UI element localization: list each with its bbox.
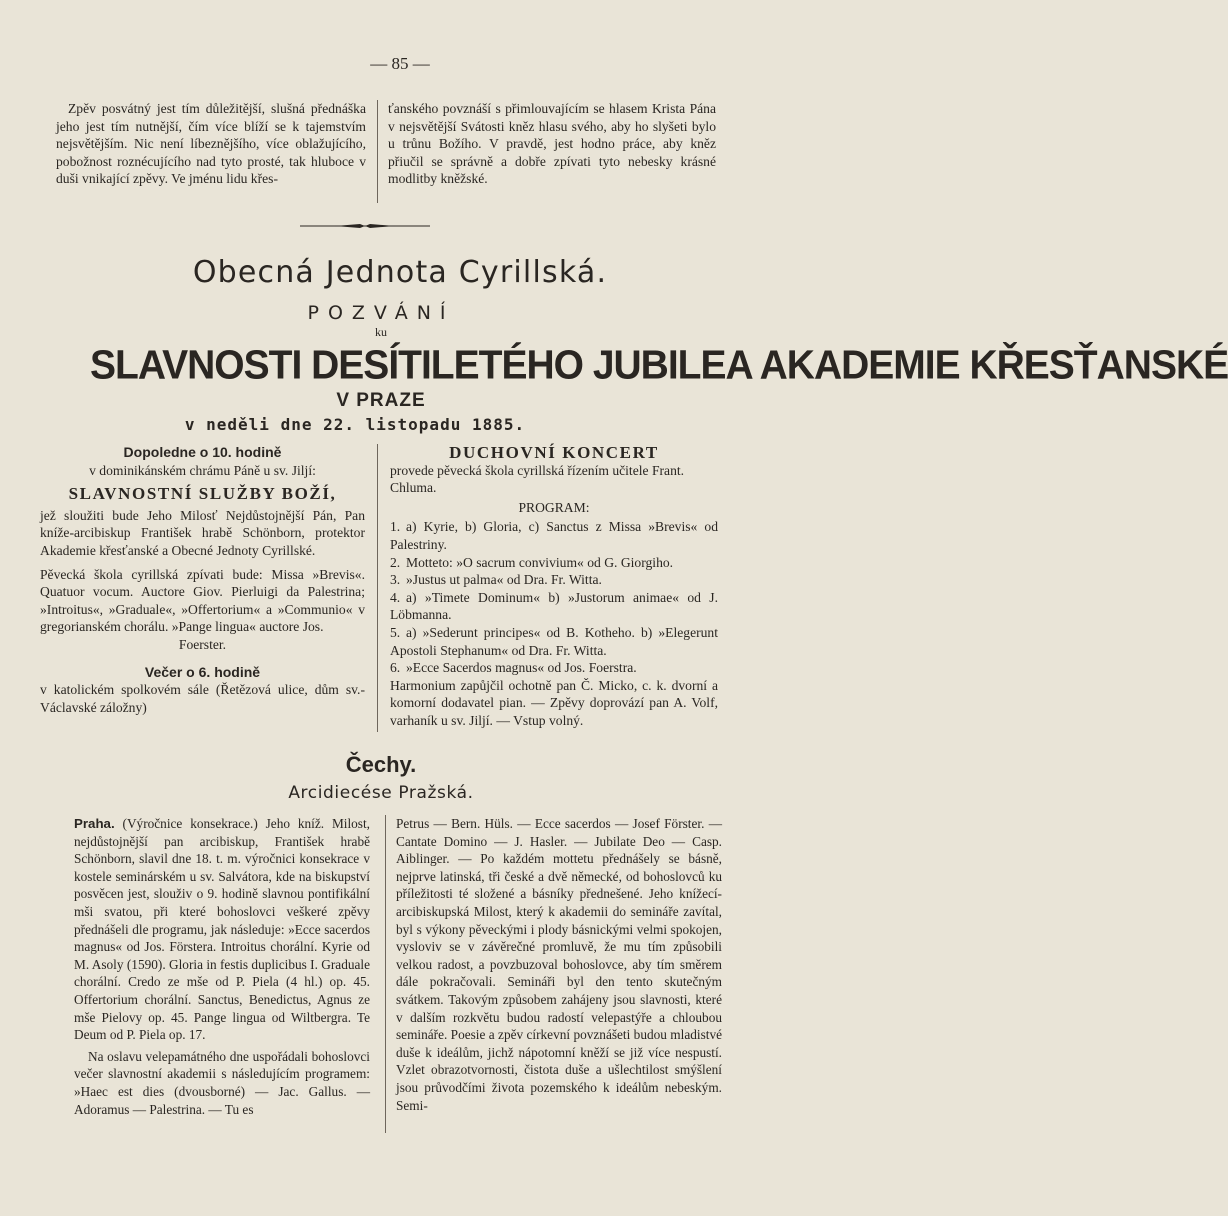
jubilee-title: SLAVNOSTI DESÍTILETÉHO JUBILEA AKADEMIE KŘESŤANSKÉ	[90, 342, 1228, 389]
praha-paragraph	[74, 815, 370, 1044]
program-item: 4. a) »Timete Dominum« b) »Justorum animae« od J. Löbmanna.	[390, 589, 718, 623]
concert-text: provede pěvecká škola cyrillská řízením učitele Frant. Chluma.	[390, 462, 685, 496]
invitation-heading: POZVÁNÍ	[307, 302, 455, 324]
church-line: v dominikánském chrámu Páně u sv. Jiljí:	[89, 462, 316, 478]
top-right-paragraph	[388, 100, 716, 188]
program-item: 2. Motteto: »O sacrum convivium« od G. Giorgiho.	[390, 554, 674, 570]
city-heading: V PRAZE	[336, 390, 426, 411]
bottom-left-column	[74, 815, 370, 1118]
program-heading: PROGRAM:	[518, 499, 590, 515]
society-title: Obecná Jednota Cyrillská.	[192, 255, 608, 290]
program-item: 6. »Ecce Sacerdos magnus« od Jos. Foerstra.	[390, 660, 637, 676]
choir-text: Pěvecká škola cyrillská zpívati bude: Missa »Brevis«. Quatuor vocum. Auctore Giov. Pierluigi da Palestrina; »Introitus«, »Graduale«, »Offertorium« a »Communio« v gregorianském chorálu. »Pange lingua« auctore Jos.	[40, 566, 365, 635]
concert-heading: DUCHOVNÍ KONCERT	[449, 443, 659, 462]
page-number: — 85 —	[370, 54, 430, 73]
concert-column	[390, 444, 718, 730]
subsection-heading: Arcidiecése Pražská.	[288, 783, 474, 803]
evening-heading: Večer o 6. hodině	[144, 663, 261, 680]
column-divider-bottom	[385, 815, 386, 1133]
bottom-right-text: Petrus — Bern. Hüls. — Ecce sacerdos — Josef Förster. — Cantate Domino — J. Hasler. — Jubilate Deo — Casp. Aiblinger. — Po každém mottetu přednášely se básně, nejprve latinská, tři české a dvě německé, od bohoslovců ku příležitosti té složené a básníky přednešené. Jeho knížecí-arcibiskupská Milost, který k akademii do semináře zavítal, byl s výkony pěveckými i plody básnickými velmi spokojen, vysloviv se v závěrečné promluvě, že mu tím způsobili velkou radost, a povzbuzoval bohoslovce, aby tím směrem dále pokračovali. Semináři byl den tento skutečným svátkem. Takovým způsobem zahájeny jsou slavnosti, které v dalším rozkvětu budou radostí velepastýře a chloubou semináře. Poesie a zpěv církevní povznášeti budou mladistvé duše k ideálům, jichž nápotomní kněží se již více nespustí. Vzlet obrazotvornosti, čistota duše a ušlechtilost smýšlení jsou průvodčími života pozemského k ideálům nebeským. Semi-	[396, 816, 722, 1113]
top-right-text: ťanského povznáší s přimlouvajícím se hlasem Krista Pána v nejsvětější Svátosti kněz hlasu svého, aby ho slyšeti bylo u trůnu Božího. V pravdě, jest hodno práce, aby kněz přiučil se správně a dobře zpívati tyto nebesky krásné modlitby kněžské.	[388, 101, 716, 187]
event-date: v neděli dne 22. listopadu 1885.	[184, 415, 526, 434]
morning-heading: Dopoledne o 10. hodině	[123, 444, 282, 460]
choir-text-end: Foerster.	[178, 636, 227, 652]
ku-word: ku	[375, 325, 387, 339]
bottom-right-column	[396, 815, 722, 1114]
column-divider-top	[377, 100, 378, 203]
mass-text: jež sloužiti bude Jeho Milosť Nejdůstojnější Pán, Pan kníže-arcibiskup František hrabě Schönborn, protektor Akademie křesťanské a Obecné Jednoty Cyrillské.	[40, 507, 365, 558]
program-item: 1. a) Kyrie, b) Gloria, c) Sanctus z Missa »Brevis« od Palestriny.	[390, 519, 718, 552]
ornament-divider	[300, 222, 430, 230]
program-item: 3. »Justus ut palma« od Dra. Fr. Witta.	[390, 572, 602, 588]
morning-program-column	[40, 444, 365, 716]
evening-text: v katolickém spolkovém sále (Řetězová ulice, dům sv.-Václavské záložny)	[40, 682, 365, 715]
praha-lead: Praha.	[74, 816, 115, 831]
mass-heading: SLAVNOSTNÍ SLUŽBY BOŽÍ,	[68, 484, 337, 504]
praha-text: (Výročnice konsekrace.) Jeho kníž. Milost, nejdůstojnější pan arcibiskup, František hrabě Schönborn, slavil dne 18. t. m. výročnici konsekrace v kostele seminárském u sv. Salvátora, kde na biskupství posvěcen jest, slouživ o 9. hodině slavnou pontifikální mši svatou, při které bohoslovci veškeré zpěvy přednášeli dle programu, jak následuje: »Ecce sacerdos magnus« od Jos. Förstera. Introitus chorální. Kyrie od M. Asoly (1590). Gloria in festis duplicibus I. Graduale chorální. Credo ze mše od P. Piela (4 hl.) op. 45. Offertorium chorální. Sanctus, Benedictus, Agnus ze mše Pielovy op. 45. Pange lingua od Wiltbergra. Te Deum od P. Piela op. 17.	[74, 816, 370, 1043]
section-heading-cechy: Čechy.	[345, 752, 417, 777]
academy-paragraph: Na oslavu velepamátného dne uspořádali bohoslovci večer slavnostní akademii s následujícím programem: »Haec est dies (dvousborné) — Jac. Gallus. — Adoramus — Palestrina. — Tu es	[74, 1048, 370, 1117]
top-left-text: Zpěv posvátný jest tím důležitější, slušná přednáška jeho jest tím nutnější, čím více blíží se k tajemstvím nejsvětějším. Nic není líbeznějšího, více oblažujícího, pobožnost roznécujícího nad tyto prosté, tak hluboce v duši vnikající zpěvy. Ve jménu lidu křes-	[56, 101, 366, 187]
program-item: 5. a) »Sederunt principes« od B. Kotheho. b) »Elegerunt Apostoli Stephanum« od Dra. Fr. Witta.	[390, 624, 718, 658]
column-divider-middle	[377, 444, 378, 732]
harmonium-text: Harmonium zapůjčil ochotně pan Č. Micko, c. k. dvorní a komorní dodavatel pian. — Zpěvy doprovází pan A. Volf, varhaník u sv. Jiljí. — Vstup volný.	[390, 677, 718, 728]
top-left-paragraph	[56, 100, 366, 188]
